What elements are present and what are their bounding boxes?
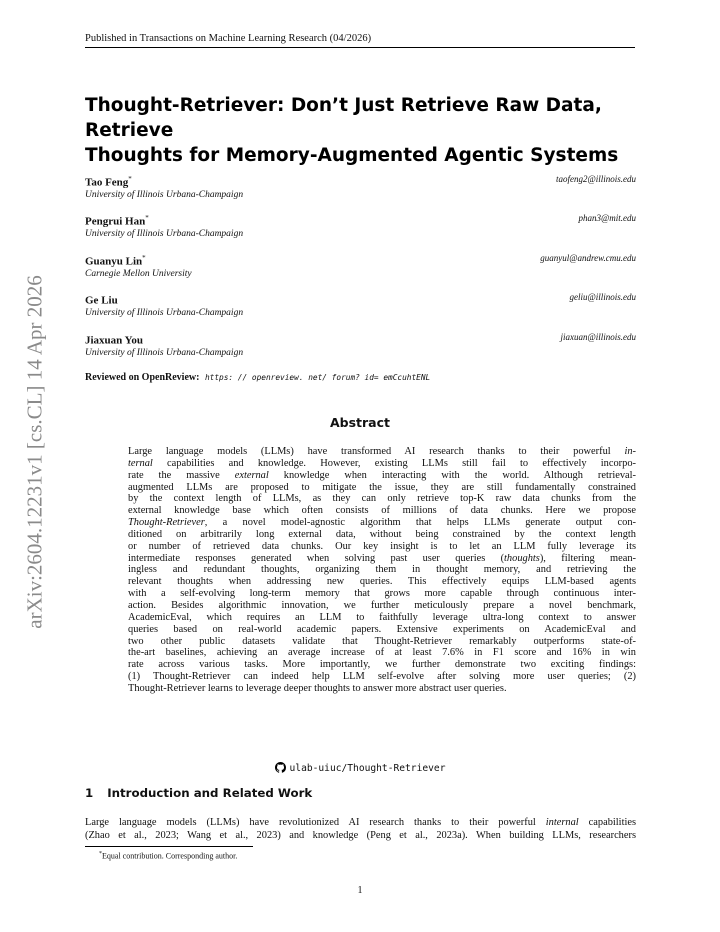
author-block [85, 291, 636, 319]
author-block [85, 173, 636, 201]
title-line: Thoughts for Memory-Augmented Agentic Systems [85, 145, 619, 166]
text-line: rate the massive external knowledge when interacting with the world. Although retrieval- [128, 469, 636, 481]
section-title: Introduction and Related Work [107, 786, 313, 800]
author-name: Guanyu Lin* [85, 254, 146, 268]
author-affiliation: University of Illinois Urbana-Champaign [85, 189, 244, 200]
section-number: 1 [85, 786, 94, 800]
text-line: or number of retrieved data chunks. Our key insight is to let an LLM fully leverage its [128, 540, 636, 552]
abstract-heading: Abstract [329, 415, 391, 430]
text-line: augmented LLMs are proposed to mitigate the issue, they are still fundamentally constrained [128, 481, 636, 493]
abstract-body [128, 446, 636, 695]
repo-link[interactable] [0, 762, 720, 774]
text-line: (Zhao et al., 2023; Wang et al., 2023) and knowledge (Peng et al., 2023a). When building LLMs, researchers [85, 830, 636, 841]
text-line: by the context length of LLMs, as they can only retrieve top-K raw data chunks from the [128, 493, 636, 505]
author-name: Tao Feng* [85, 175, 132, 189]
author-affiliation: University of Illinois Urbana-Champaign [85, 228, 244, 239]
author-affiliation: Carnegie Mellon University [85, 268, 192, 279]
author-affiliation: University of Illinois Urbana-Champaign [85, 347, 244, 358]
text-line: Large language models (LLMs) have revolutionized AI research thanks to their powerful internal capabilities [85, 817, 636, 828]
text-line: Large language models (LLMs) have transformed AI research thanks to their powerful in- [128, 446, 636, 457]
author-name: Pengrui Han* [85, 214, 149, 228]
author-email[interactable]: taofeng2@illinois.edu [555, 174, 636, 184]
github-icon [275, 762, 286, 773]
paper-page: Published in Transactions on Machine Learning Research (04/2026) Thought-Retriever: Don’t Just Retrieve Raw Data, Retrieve Thoughts for Memory-Augmented Agentic Systems Tao Feng* University of Illinois Urbana-Champaign taofeng2@illinois.edu Pengrui Han* University of Illinois Urbana-Champaign phan3@mit.edu Guanyu Lin* Carnegie Mellon University guanyul@andrew.cmu.edu Ge Liu University of Illinois Urbana-Champaign geliu@illinois.edu Jiaxuan You University of Illinois Urbana-Champaign jiaxuan@illinois.edu Reviewed on OpenReview: https: // openreview. net/ forum? id= emCcuhtENL Abstract Large language models (LLMs) have transformed AI research thanks to their powerful in- ternal capabilities and knowledge. However, existing LLMs still fail to effectively incorpo- rate the massive external knowledge when interacting with the world. Although retrieval- augmented LLMs are proposed to mitigate the issue, they are still fundamentally constrained by the context length of LLMs, as they can only retrieve top-K raw data chunks from the external knowledge base which often consists of millions of data chunks. Here we propose Thought-Retriever, a novel model-agnostic algorithm that helps LLMs generate output con- ditioned on arbitrarily long external data, without being constrained by the context length or number of retrieved data chunks. Our key insight is to let an LLM fully leverage its intermediate responses generated when solving past user queries (thoughts), filtering mean- ingless and redundant thoughts, organizing them in thought memory, and retrieving the relevant thoughts when addressing new queries. This effectively equips LLM-based agents with a self-evolving long-term memory that grows more capable through continuous inter- action. Besides algorithmic innovation, we further meticulously prepare a novel benchmark, AcademicEval, which requires an LLM to faithfully leverage ultra-long context to answer queries based on real-world academic papers. Extensive experiments on AcademicEval and two other public datasets validate that Thought-Retriever remarkably outperforms state-of- the-art baselines, achieving an average increase of at least 7.6% in F1 score and 16% in win rate across various tasks. More importantly, we further demonstrate two exciting findings: (1) Thought-Retriever can indeed help LLM self-evolve after solving more user queries; (2) Thought-Retriever learns to leverage deeper thoughts to answer more abstract user queries. ulab-uiuc/Thought-Retriever 1 Introduction and Related Work Large language models (LLMs) have revolutionized AI research thanks to their powerful internal capabilities (Zhao et al., 2023; Wang et al., 2023) and knowledge (Peng et al., 2023a). When building LLMs, researchers *Equal contribution. Corresponding author. 1 arXiv:2604.12231v1 [cs.CL] 14 Apr 2026 [0, 0, 720, 932]
openreview-link[interactable]: https: // openreview. net/ forum? id= emCcuhtENL [204, 373, 431, 382]
text-line: ditioned on arbitrarily long external data, without being constrained by the context length [128, 528, 636, 540]
author-email[interactable]: jiaxuan@illinois.edu [560, 332, 636, 342]
author-email[interactable]: guanyul@andrew.cmu.edu [540, 253, 636, 263]
page-number: 1 [357, 885, 363, 896]
text-line: action. Besides algorithmic innovation, we further meticulously prepare a novel benchmark, [128, 599, 636, 611]
author-name: Jiaxuan You [85, 334, 143, 347]
author-block [85, 252, 636, 280]
text-line: external knowledge base which often consists of millions of data chunks. Here we propose [128, 505, 636, 517]
text-line: Thought-Retriever, a novel model-agnostic algorithm that helps LLMs generate output con- [128, 517, 636, 529]
text-line: (1) Thought-Retriever can indeed help LLM self-evolve after solving more user queries; (2) [128, 671, 636, 683]
text-line: relevant thoughts when addressing new queries. This effectively equips LLM-based agents [128, 576, 636, 588]
text-line: with a self-evolving long-term memory that grows more capable through continuous inter- [128, 588, 636, 600]
text-line: AcademicEval, which requires an LLM to faithfully leverage ultra-long context to answer [128, 611, 636, 623]
text-line: ternal capabilities and knowledge. However, existing LLMs still fail to effectively incorpo- [128, 457, 636, 469]
footnote: *Equal contribution. Corresponding author. [99, 851, 238, 861]
text-line: intermediate responses generated when solving past user queries (thoughts), filtering mean- [128, 552, 636, 564]
author-name: Ge Liu [85, 294, 118, 307]
text-line: two other public datasets validate that Thought-Retriever remarkably outperforms state-of- [128, 635, 636, 647]
author-affiliation: University of Illinois Urbana-Champaign [85, 307, 244, 318]
text-line: Thought-Retriever learns to leverage deeper thoughts to answer more abstract user queries. [128, 682, 507, 694]
title-line: Thought-Retriever: Don’t Just Retrieve Raw Data, Retrieve [85, 95, 602, 141]
openreview-label: Reviewed on OpenReview: [85, 372, 200, 383]
author-email[interactable]: geliu@illinois.edu [569, 292, 636, 302]
author-block [85, 212, 636, 240]
author-block [85, 331, 636, 359]
footnote-rule [85, 846, 253, 847]
repo-name: ulab-uiuc/Thought-Retriever [289, 763, 446, 774]
section-heading [85, 786, 312, 800]
text-line: rate across various tasks. More importantly, we further demonstrate two exciting findings: [128, 659, 636, 671]
paper-title [85, 93, 645, 168]
author-email[interactable]: phan3@mit.edu [578, 213, 636, 223]
text-line: the-art baselines, achieving an average increase of at least 7.6% in F1 score and 16% in win [128, 647, 636, 659]
text-line: queries based on real-world academic papers. Extensive experiments on AcademicEval and [128, 623, 636, 635]
openreview-line [85, 372, 430, 383]
intro-paragraph [85, 816, 636, 842]
running-header: Published in Transactions on Machine Learning Research (04/2026) [85, 33, 635, 48]
text-line: ingless and redundant thoughts, organizing them in thought memory, and retrieving the [128, 564, 636, 576]
